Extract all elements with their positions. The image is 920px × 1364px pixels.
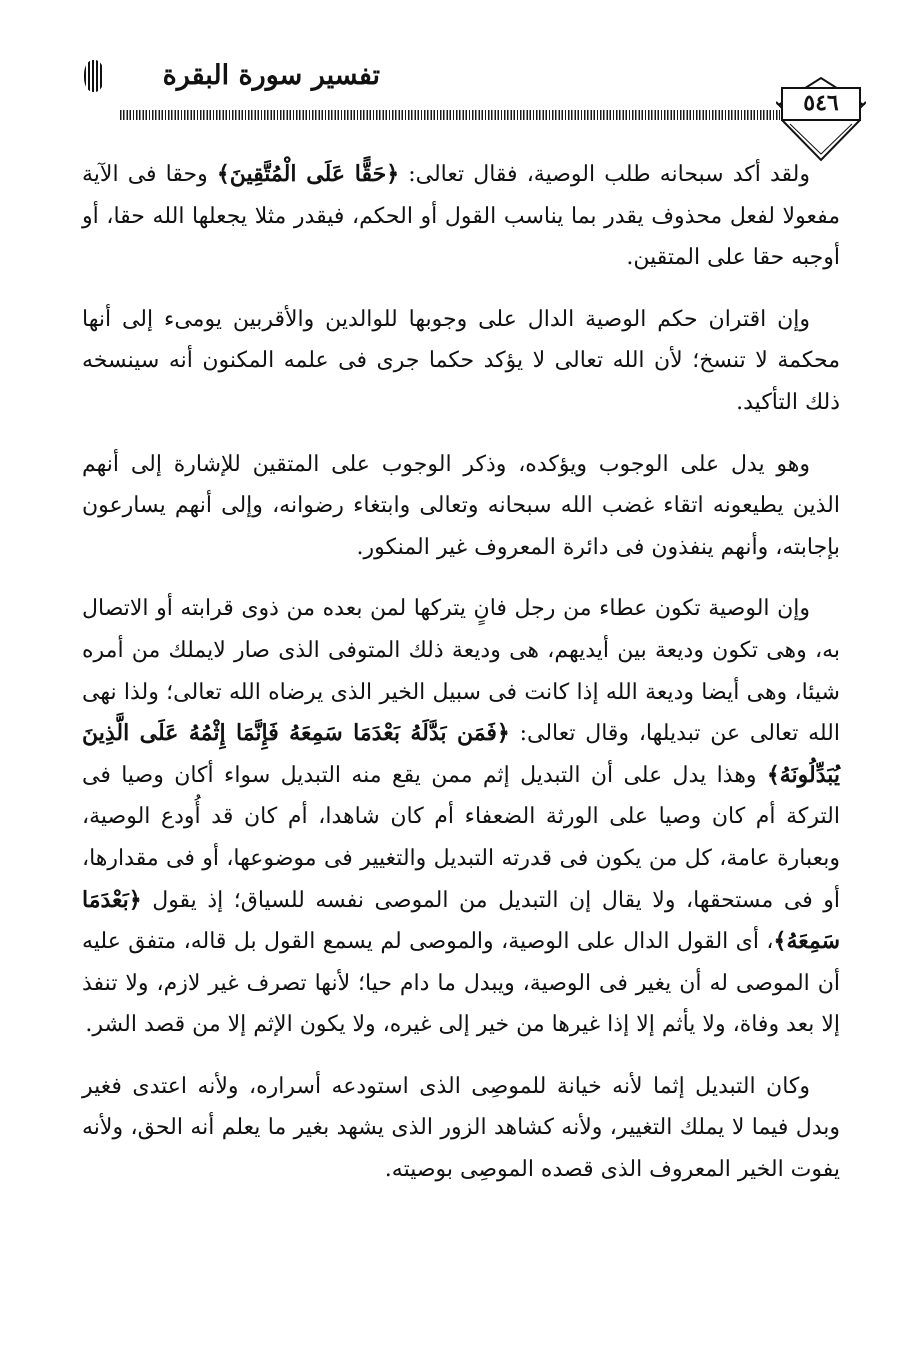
quran-quote: ﴿بَعْدَمَا سَمِعَهُ﴾ xyxy=(82,886,840,955)
paragraph-text: وإن الوصية تكون عطاء من رجل فانٍ يتركها لمن بعده من ذوى قرابته أو الاتصال به، وهى تكون وديعة بين أيديهم، هى وديعة ذلك المتوفى الذى صار لايملك من أمره شيئا، وهى أيضا وديعة الله إذا كانت فى سبيل الخير الذى يرضاه الله تعالى؛ ولذا نهى الله تعالى عن تبديلها، وقال تعالى: xyxy=(82,596,840,747)
body-text xyxy=(82,154,840,1211)
quran-quote: ﴿فَمَن بَدَّلَهُ بَعْدَمَا سَمِعَهُ فَإِنَّمَا إِثْمُهُ عَلَى الَّذِينَ يُبَدِّلُونَهُ﴾ xyxy=(82,720,840,788)
running-header-title: تفسير سورة البقرة xyxy=(162,60,380,91)
header-rule xyxy=(120,110,780,120)
paragraph-text: ولقد أكد سبحانه طلب الوصية، فقال تعالى: xyxy=(399,162,811,187)
page-number: ٥٤٦ xyxy=(803,90,839,116)
paragraph-4 xyxy=(82,588,840,1046)
paragraph-text: ، أى القول الدال على الوصية، والموصى لم يسمع القول بل قاله، متفق عليه أن الموصى له أن يغير فى الوصية، ويبدل ما دام حيا؛ لأنها تصرف غير لازم، ولا تنفذ إلا بعد وفاة، ولا يأثم إلا إذا غيرها من خير إلى غيره، ولا يكون الإثم إلا من قصد الشر. xyxy=(82,929,840,1038)
paragraph-1 xyxy=(82,154,840,279)
paragraph-5: وكان التبديل إثما لأنه خيانة للموصِى الذى استودعه أسراره، ولأنه اعتدى فغير وبدل فيما لا يملك التغيير، ولأنه كشاهد الزور الذى يشهد بغير ما يعلم أنه الحق، ولأنه يفوت الخير المعروف الذى قصده الموصِى بوصيته. xyxy=(82,1073,840,1183)
quran-quote: ﴿حَقًّا عَلَى الْمُتَّقِينَ﴾ xyxy=(216,161,400,187)
ornament-icon xyxy=(84,60,104,92)
paragraph-2: وإن اقتران حكم الوصية الدال على وجوبها للوالدين والأقربين يومىء إلى أنها محكمة لا تنسخ؛ لأن الله تعالى لا يؤكد حكما جرى فى علمه المكنون أنه سينسخه ذلك التأكيد. xyxy=(82,306,840,415)
paragraph-3: وهو يدل على الوجوب ويؤكده، وذكر الوجوب على المتقين للإشارة إلى أنهم الذين يطيعونه اتقاء غضب الله سبحانه وتعالى وابتغاء رضوانه، وإلى أنهم يسارعون بإجابته، وأنهم ينفذون فى دائرة المعروف غير المنكور. xyxy=(82,451,840,560)
paragraph-text: وهذا يدل على أن التبديل إثم ممن يقع منه التبديل سواء أكان وصيا فى التركة أم كان وصيا على الورثة الضعفاء أم كان شاهدا، أم كان قد أُودع الوصية، وبعبارة عامة، كل من يكون فى قدرته التبديل والتغيير فى موضوعها، أو فى مقدارها، أو فى مستحقها، ولا يقال إن التبديل من الموصى نفسه للسياق؛ إذ يقول xyxy=(82,762,840,913)
paragraph-text: وحقا فى الآية مفعولا لفعل محذوف يقدر بما يناسب القول أو الحكم، فيقدر مثلا يجعلها الله حقا، أو أوجبه حقا على المتقين. xyxy=(82,162,840,271)
